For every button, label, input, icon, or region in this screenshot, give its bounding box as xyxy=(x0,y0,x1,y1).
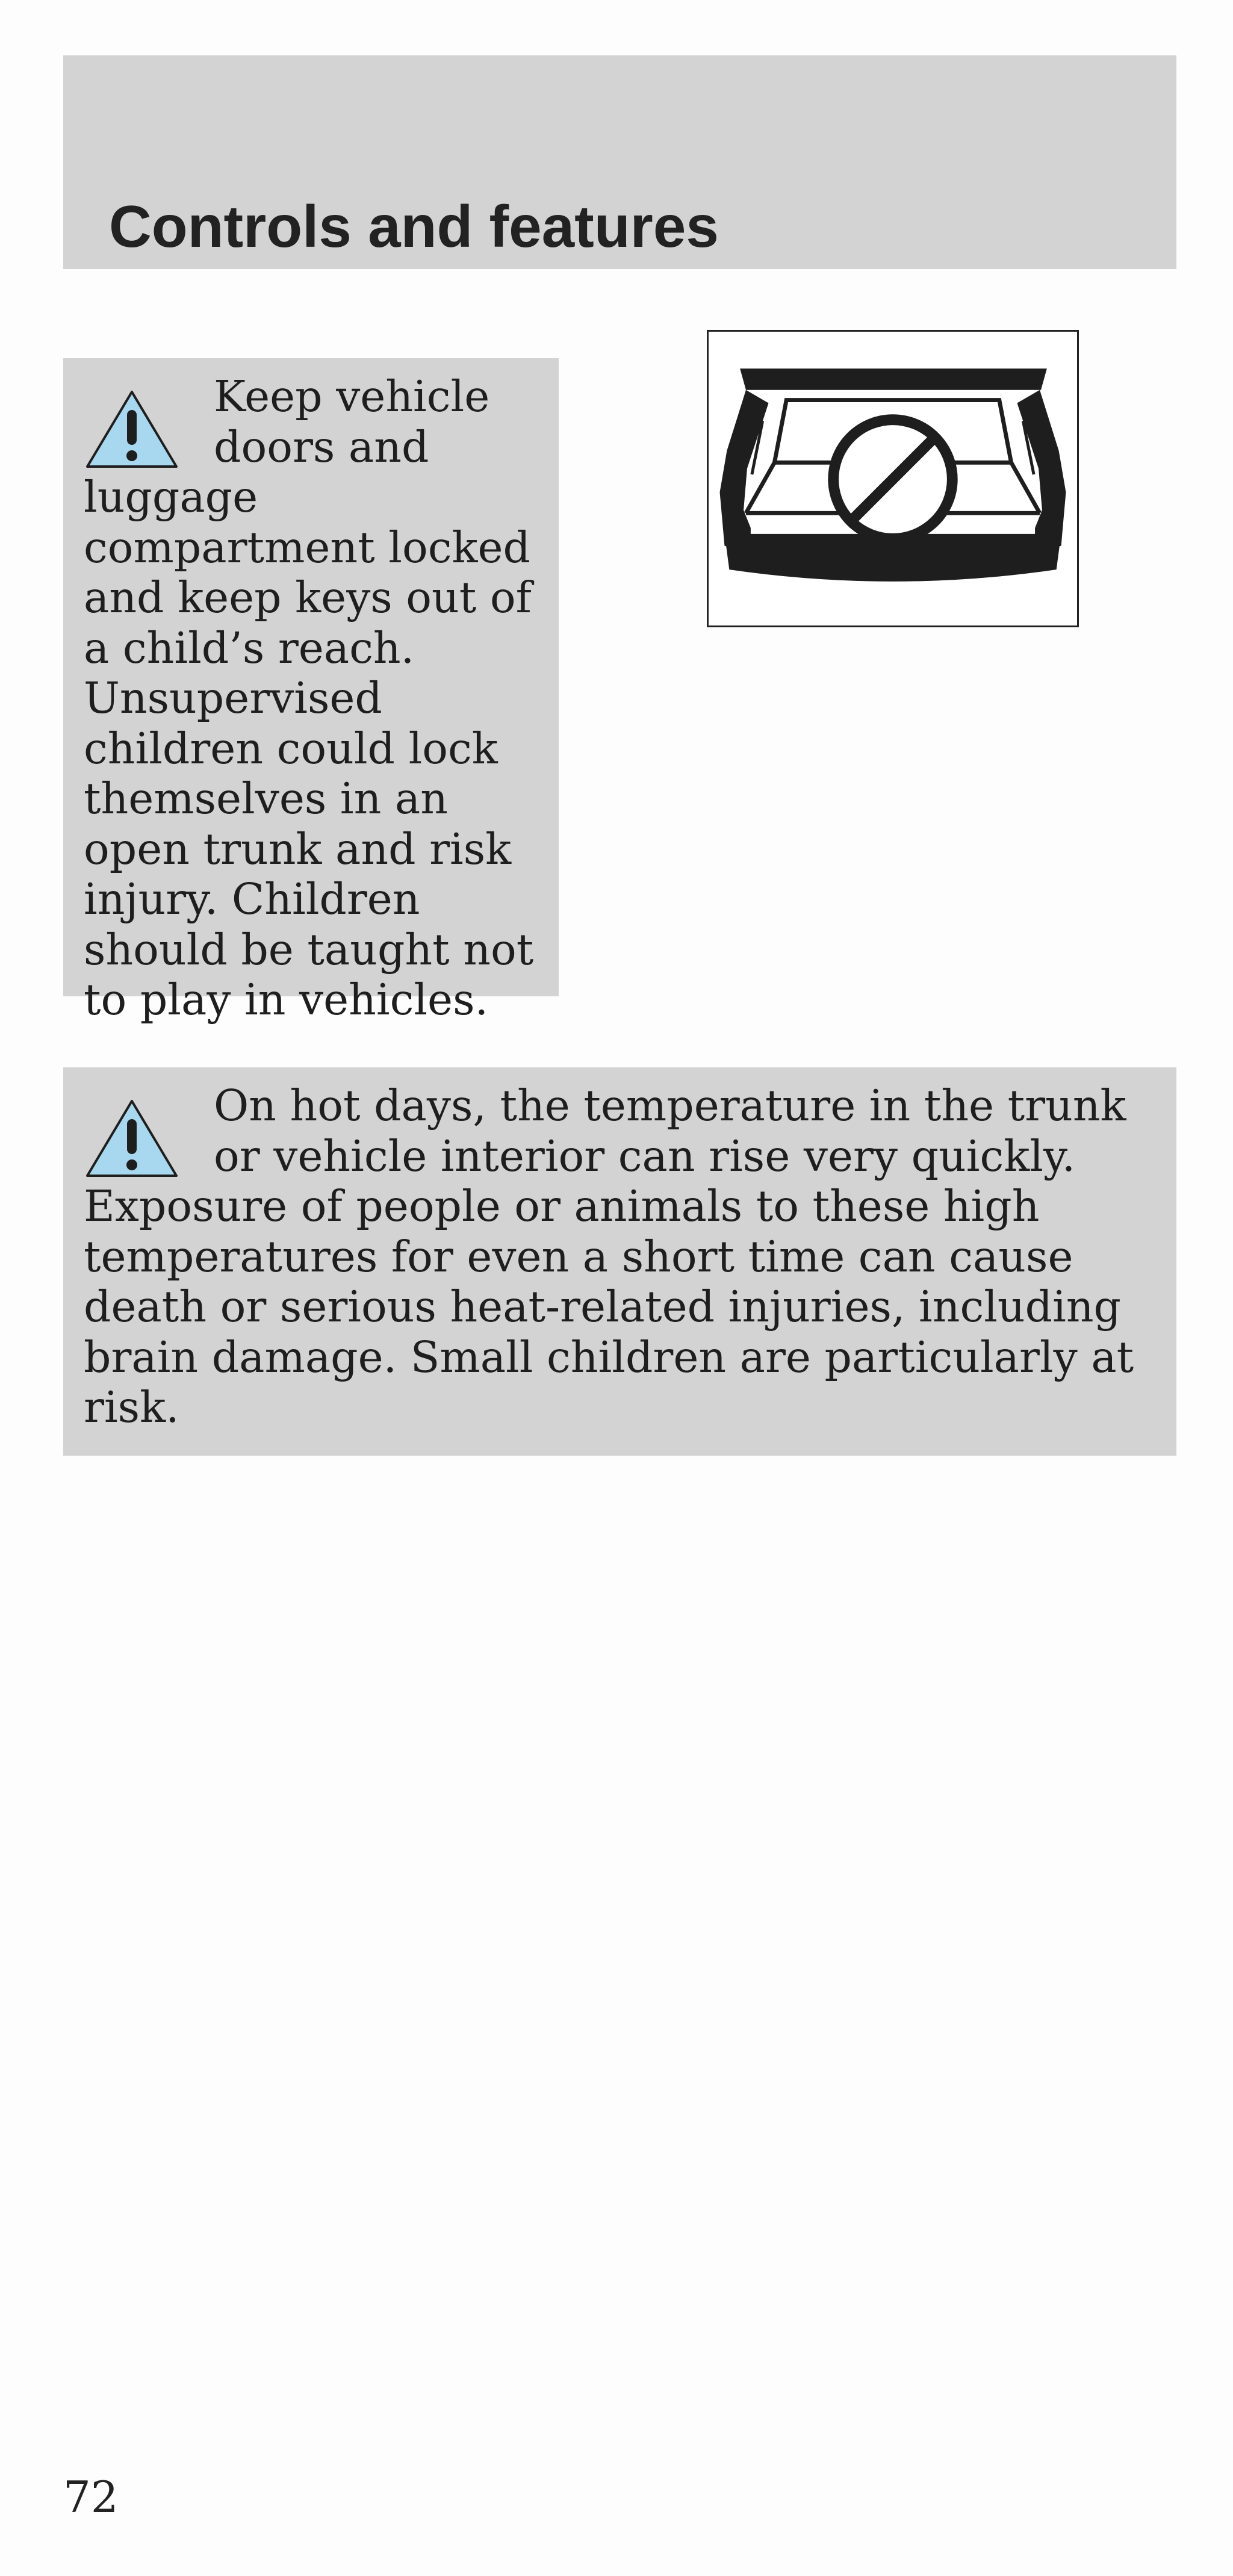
header-band xyxy=(63,55,1176,269)
warning-triangle-icon xyxy=(84,1096,180,1181)
warning-box-heat xyxy=(63,1067,1176,1456)
warning-box-child-lock xyxy=(63,358,559,1025)
page-number: 72 xyxy=(63,2472,119,2522)
section-title: Controls and features xyxy=(109,193,719,259)
no-children-in-trunk-icon xyxy=(707,330,1079,627)
warning-triangle-icon xyxy=(84,387,180,471)
warning-text: Keep vehicle doors and luggage compartment locked and keep keys out of a child’s reach. Unsupervised children could lock themselves in an open trunk and risk injury. Children should be taught not to play in vehicles. xyxy=(84,371,534,1025)
warning-text: On hot days, the temperature in the trunk or vehicle interior can rise very quickly. Exposure of people or animals to these high temperatures for even a short time can cause death or serious heat-related injuries, including brain damage. Small children are particularly at risk. xyxy=(84,1081,1134,1432)
